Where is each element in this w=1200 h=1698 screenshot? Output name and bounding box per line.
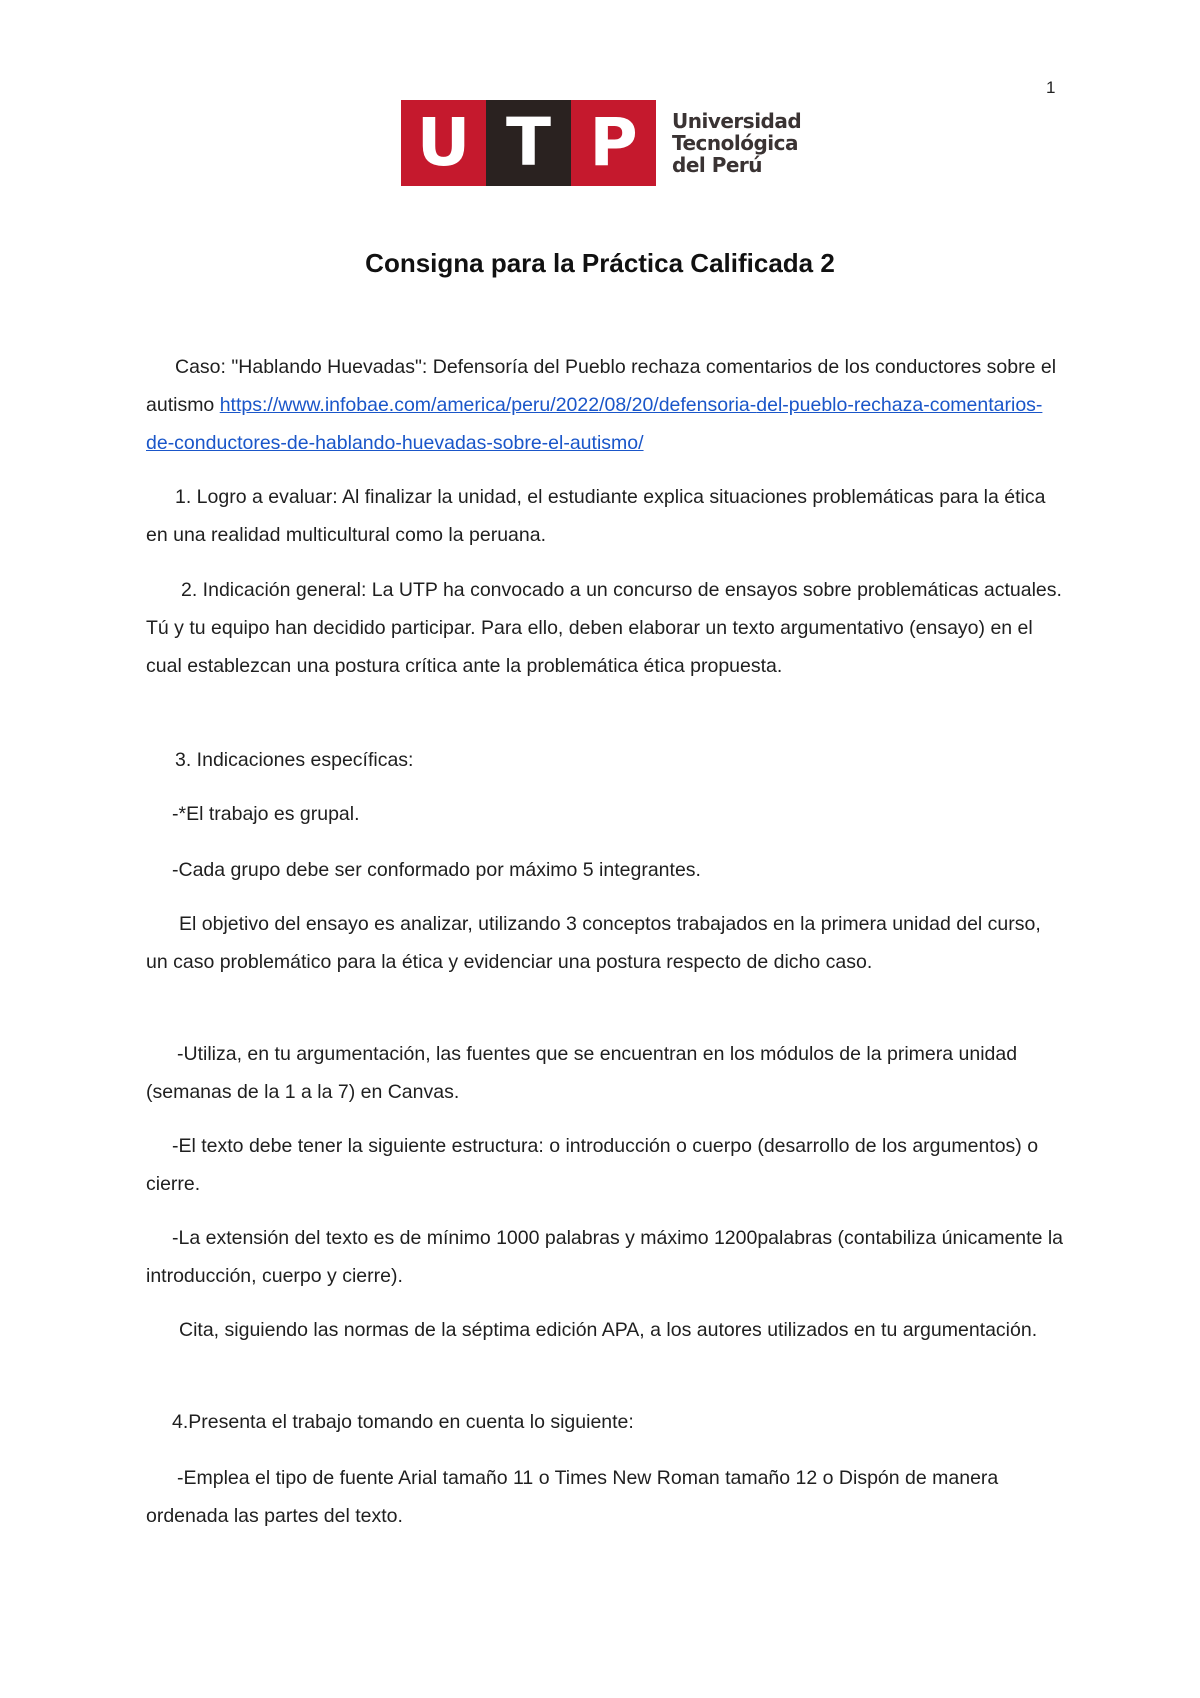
paragraph-objetivo: El objetivo del ensayo es analizar, utilizando 3 conceptos trabajados en la primera unidad del curso, un caso problemático para la ética y evidenciar una postura respecto de dicho caso. xyxy=(146,913,1041,973)
case-link[interactable]: https://www.infobae.com/america/peru/2022/08/20/defensoria-del-pueblo-rechaza-comentarios-de-conductores-de-hablando-huevadas-sobre-el-autismo/ xyxy=(146,394,1043,454)
page-number: 1 xyxy=(1046,78,1056,97)
logo-letter-u: U xyxy=(401,100,486,186)
case-text: Caso: "Hablando Huevadas": Defensoría del Pueblo rechaza comentarios de los conductores sobre el autismo xyxy=(146,356,1057,416)
paragraph-logro: 1. Logro a evaluar: Al finalizar la unidad, el estudiante explica situaciones problemáticas para la ética en una realidad multicultural como la peruana. xyxy=(146,486,1046,546)
paragraph-extension: -La extensión del texto es de mínimo 1000 palabras y máximo 1200palabras (contabiliza únicamente la introducción, cuerpo y cierre). xyxy=(146,1227,1064,1287)
paragraph-presenta: 4.Presenta el trabajo tomando en cuenta lo siguiente: xyxy=(172,1411,634,1433)
paragraph-indicaciones-especificas: 3. Indicaciones específicas: xyxy=(175,749,414,771)
logo-name-line-3: del Perú xyxy=(672,153,763,177)
logo-university-name xyxy=(672,100,801,186)
paragraph-integrantes: -Cada grupo debe ser conformado por máximo 5 integrantes. xyxy=(172,859,701,881)
paragraph-estructura: -El texto debe tener la siguiente estructura: o introducción o cuerpo (desarrollo de los argumentos) o cierre. xyxy=(146,1135,1039,1195)
paragraph-trabajo-grupal: -*El trabajo es grupal. xyxy=(172,803,360,825)
logo-letter-p: P xyxy=(571,100,656,186)
utp-logo xyxy=(401,100,801,186)
logo-letter-t: T xyxy=(486,100,571,186)
paragraph-cita-apa: Cita, siguiendo las normas de la séptima edición APA, a los autores utilizados en tu argumentación. xyxy=(179,1319,1038,1341)
logo-name-line-1: Universidad xyxy=(672,109,802,133)
document-title: Consigna para la Práctica Calificada 2 xyxy=(365,248,835,278)
paragraph-fuentes: -Utiliza, en tu argumentación, las fuentes que se encuentran en los módulos de la primera unidad (semanas de la 1 a la 7) en Canvas. xyxy=(146,1043,1018,1103)
case-paragraph xyxy=(146,348,1066,462)
paragraph-fuente-formato: -Emplea el tipo de fuente Arial tamaño 11 o Times New Roman tamaño 12 o Dispón de manera ordenada las partes del texto. xyxy=(146,1467,999,1527)
paragraph-indicacion-general: 2. Indicación general: La UTP ha convocado a un concurso de ensayos sobre problemáticas actuales. Tú y tu equipo han decidido participar. Para ello, deben elaborar un texto argumentativo (ensayo) en el cual establezcan una postura crítica ante la problemática ética propuesta. xyxy=(146,579,1062,677)
logo-name-line-2: Tecnológica xyxy=(672,131,799,155)
